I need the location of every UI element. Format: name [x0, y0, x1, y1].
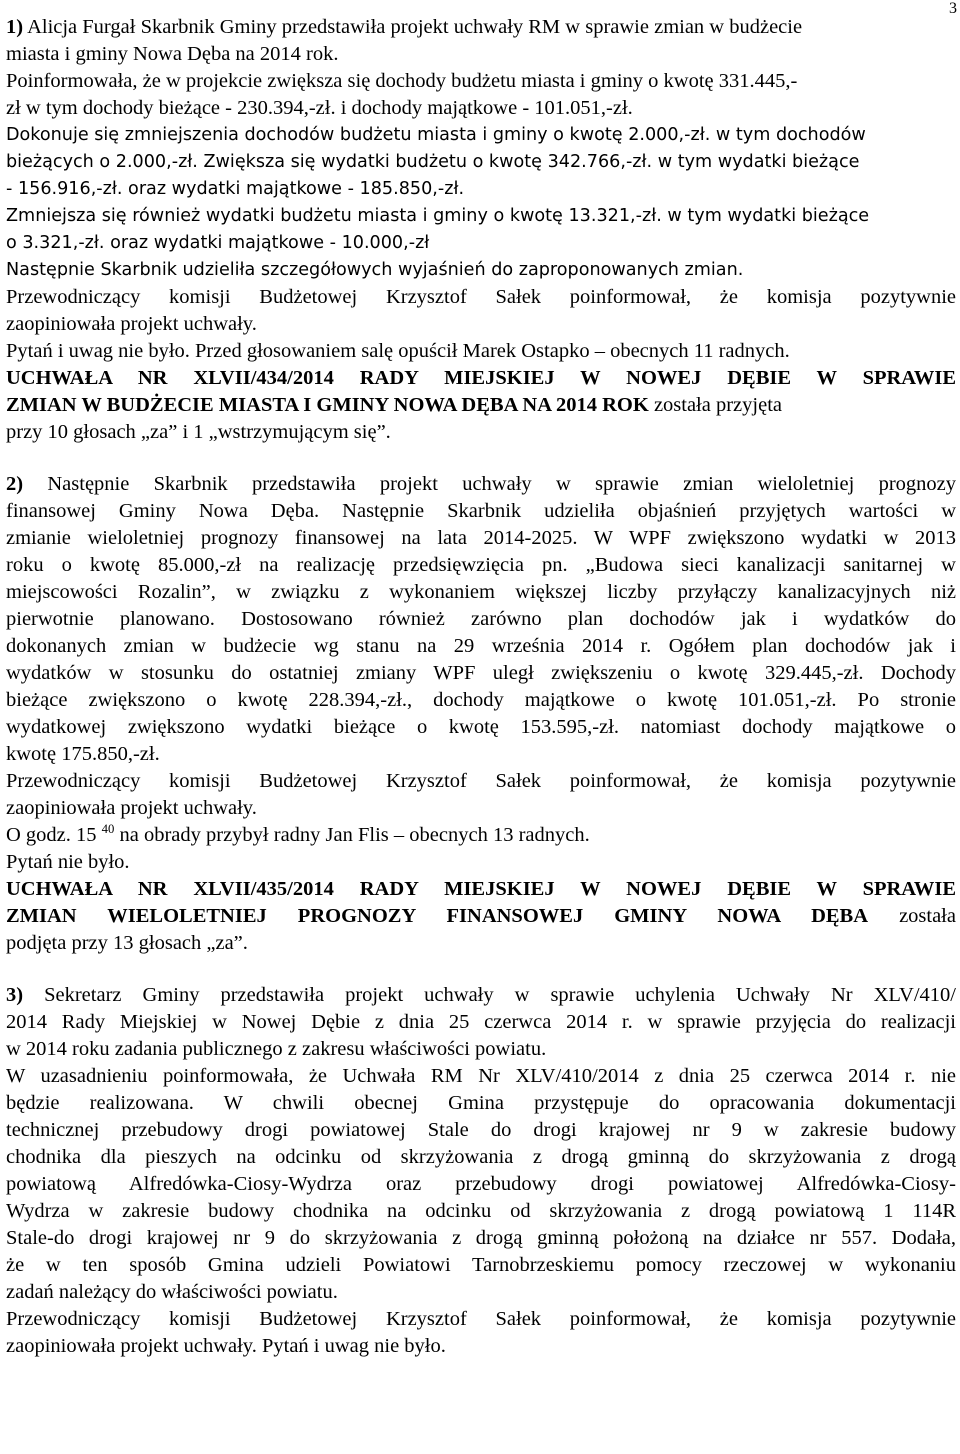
agenda-item-1 — [6, 14, 956, 446]
line-text: wydatków w stosunku do ostatniej zmiany WPF uległ zwiększeniu o kwotę 329.445,-zł. Dochody — [6, 662, 956, 684]
resolution-title: ZMIAN W BUDŻECIE MIASTA I GMINY NOWA DĘBA NA 2014 ROK — [6, 394, 649, 416]
text-line — [6, 365, 956, 392]
line-text: wydatkowej zwiększono wydatki bieżące o kwotę 153.595,-zł. natomiast dochody majątkowe o — [6, 716, 956, 738]
text-line — [6, 606, 956, 633]
line-text-suffix: na obrady przybył radny Jan Flis – obecnych 13 radnych. — [114, 824, 590, 846]
line-text: zł w tym dochody bieżące - 230.394,-zł. i dochody majątkowe - 101.051,-zł. — [6, 97, 633, 119]
line-text: Pytań i uwag nie było. Przed głosowaniem salę opuścił Marek Ostapko – obecnych 11 radnych. — [6, 340, 790, 362]
item-number: 3) — [6, 984, 24, 1006]
item-number: 2) — [6, 473, 24, 495]
line-text: kwotę 175.850,-zł. — [6, 743, 160, 765]
line-text: chodnika dla pieszych na odcinku od skrzyżowania z drogą gminną do skrzyżowania z drogą — [6, 1146, 956, 1168]
text-line — [6, 525, 956, 552]
line-text: przy 10 głosach „za” i 1 „wstrzymującym się”. — [6, 421, 391, 443]
page-number: 3 — [949, 0, 957, 17]
line-text: powiatową Alfredówka-Ciosy-Wydrza oraz przebudowy drogi powiatowej Alfredówka-Ciosy- — [6, 1173, 956, 1195]
resolution-title: ZMIAN WIELOLETNIEJ PROGNOZY FINANSOWEJ GMINY NOWA DĘBA — [6, 905, 869, 927]
line-text: zaopiniowała projekt uchwały. Pytań i uwag nie było. — [6, 1335, 446, 1357]
text-line — [6, 822, 956, 849]
line-text: Przewodniczący komisji Budżetowej Krzysztof Sałek poinformował, że komisja pozytywnie — [6, 286, 956, 308]
text-line — [6, 1171, 956, 1198]
line-text: Przewodniczący komisji Budżetowej Krzysztof Sałek poinformował, że komisja pozytywnie — [6, 1308, 956, 1330]
line-text: miasta i gminy Nowa Dęba na 2014 rok. — [6, 43, 339, 65]
line-text: technicznej przebudowy drogi powiatowej Stale do drogi krajowej nr 9 w zakresie budowy — [6, 1119, 956, 1141]
text-line — [6, 471, 956, 498]
line-text: Poinformowała, że w projekcie zwiększa się dochody budżetu miasta i gminy o kwotę 331.445,- — [6, 70, 798, 92]
agenda-item-2 — [6, 471, 956, 957]
line-text: O godz. 15 — [6, 824, 102, 846]
text-line — [6, 1090, 956, 1117]
text-line — [6, 1279, 956, 1306]
paragraph-gap — [6, 957, 956, 982]
text-line — [6, 230, 956, 257]
text-line — [6, 768, 956, 795]
line-text: Dokonuje się zmniejszenia dochodów budżetu miasta i gminy o kwotę 2.000,-zł. w tym dochodów — [6, 125, 866, 145]
line-text: w 2014 roku zadania publicznego z zakresu właściwości powiatu. — [6, 1038, 547, 1060]
text-line — [6, 1009, 956, 1036]
text-line — [6, 1333, 956, 1360]
text-line — [6, 419, 956, 446]
text-line — [6, 903, 956, 930]
line-text: Następnie Skarbnik przedstawiła projekt uchwały w sprawie zmian wieloletniej prognozy — [23, 473, 956, 495]
text-line — [6, 311, 956, 338]
line-text-suffix: została — [868, 905, 956, 927]
text-line — [6, 714, 956, 741]
text-line — [6, 579, 956, 606]
line-text: podjęta przy 13 głosach „za”. — [6, 932, 248, 954]
line-text: Stale-do drogi krajowej nr 9 do skrzyżowania z drogą gminną położoną na działce nr 557. Dodała, — [6, 1227, 956, 1249]
text-line — [6, 1252, 956, 1279]
line-text: Przewodniczący komisji Budżetowej Krzysztof Sałek poinformował, że komisja pozytywnie — [6, 770, 956, 792]
text-line — [6, 41, 956, 68]
line-text: Zmniejsza się również wydatki budżetu miasta i gminy o kwotę 13.321,-zł. w tym wydatki bieżące — [6, 206, 870, 226]
line-text: zmianie wieloletniej prognozy finansowej na lata 2014-2025. W WPF zwiększono wydatki w 2013 — [6, 527, 956, 549]
text-line — [6, 1117, 956, 1144]
text-line — [6, 660, 956, 687]
text-line — [6, 930, 956, 957]
text-line — [6, 876, 956, 903]
text-line — [6, 1306, 956, 1333]
line-text: finansowej Gminy Nowa Dęba. Następnie Skarbnik udzieliła objaśnień przyjętych wartości w — [6, 500, 956, 522]
line-text: będzie realizowana. W chwili obecnej Gmina przystępuje do opracowania dokumentacji — [6, 1092, 956, 1114]
line-text: UCHWAŁA NR XLVII/435/2014 RADY MIEJSKIEJ W NOWEJ DĘBIE W SPRAWIE — [6, 878, 956, 900]
text-line — [6, 1036, 956, 1063]
line-text: roku o kwotę 85.000,-zł na realizację przedsięwzięcia pn. „Budowa sieci kanalizacji sanitarnej w — [6, 554, 956, 576]
line-text: o 3.321,-zł. oraz wydatki majątkowe - 10.000,-zł — [6, 233, 430, 253]
text-line — [6, 849, 956, 876]
time-minutes: 40 — [101, 822, 115, 836]
line-text: Alicja Furgał Skarbnik Gminy przedstawiła projekt uchwały RM w sprawie zmian w budżecie — [23, 16, 803, 38]
line-text: 2014 Rady Miejskiej w Nowej Dębie z dnia 25 czerwca 2014 r. w sprawie przyjęcia do realizacji — [6, 1011, 956, 1033]
paragraph-gap — [6, 446, 956, 471]
text-line — [6, 687, 956, 714]
line-text: bieżących o 2.000,-zł. Zwiększa się wydatki budżetu o kwotę 342.766,-zł. w tym wydatki bieżące — [6, 152, 860, 172]
line-text-suffix: została przyjęta — [648, 394, 782, 416]
line-text: W uzasadnieniu poinformowała, że Uchwała RM Nr XLV/410/2014 z dnia 25 czerwca 2014 r. nie — [6, 1065, 956, 1087]
text-line — [6, 203, 956, 230]
line-text: zaopiniowała projekt uchwały. — [6, 313, 257, 335]
text-line — [6, 1225, 956, 1252]
line-text: bieżące zwiększono o kwotę 228.394,-zł., dochody majątkowe o kwotę 101.051,-zł. Po stronie — [6, 689, 956, 711]
item-number: 1) — [6, 16, 24, 38]
text-line — [6, 552, 956, 579]
text-line — [6, 1063, 956, 1090]
line-text: zadań należący do właściwości powiatu. — [6, 1281, 338, 1303]
line-text: - 156.916,-zł. oraz wydatki majątkowe - 185.850,-zł. — [6, 179, 465, 199]
text-line — [6, 257, 956, 284]
text-line — [6, 982, 956, 1009]
text-line — [6, 149, 956, 176]
line-text: Wydrza w zakresie budowy chodnika na odcinku od skrzyżowania z drogą powiatową 1 114R — [6, 1200, 956, 1222]
text-line — [6, 498, 956, 525]
line-text: że w ten sposób Gmina udzieli Powiatowi Tarnobrzeskiemu pomocy rzeczowej w wykonaniu — [6, 1254, 956, 1276]
text-line — [6, 176, 956, 203]
text-line — [6, 338, 956, 365]
text-line — [6, 284, 956, 311]
line-text: pierwotnie planowano. Dostosowano również zarówno plan dochodów jak i wydatków do — [6, 608, 956, 630]
line-text: UCHWAŁA NR XLVII/434/2014 RADY MIEJSKIEJ W NOWEJ DĘBIE W SPRAWIE — [6, 367, 956, 389]
text-line — [6, 68, 956, 95]
text-line — [6, 95, 956, 122]
line-text: dokonanych zmian w budżecie wg stanu na 29 września 2014 r. Ogółem plan dochodów jak i — [6, 635, 956, 657]
text-line — [6, 1144, 956, 1171]
text-line — [6, 392, 956, 419]
line-text: Pytań nie było. — [6, 851, 130, 873]
document-body — [6, 14, 956, 1360]
text-line — [6, 741, 956, 768]
line-text: zaopiniowała projekt uchwały. — [6, 797, 257, 819]
text-line — [6, 14, 956, 41]
agenda-item-3 — [6, 982, 956, 1360]
text-line — [6, 1198, 956, 1225]
text-line — [6, 122, 956, 149]
line-text: miejscowości Rozalin”, w związku z wykonaniem większej liczby przyłączy kanalizacyjnych niż — [6, 581, 956, 603]
text-line — [6, 795, 956, 822]
line-text: Następnie Skarbnik udzieliła szczegółowych wyjaśnień do zaproponowanych zmian. — [6, 260, 744, 280]
text-line — [6, 633, 956, 660]
line-text: Sekretarz Gminy przedstawiła projekt uchwały w sprawie uchylenia Uchwały Nr XLV/410/ — [23, 984, 956, 1006]
